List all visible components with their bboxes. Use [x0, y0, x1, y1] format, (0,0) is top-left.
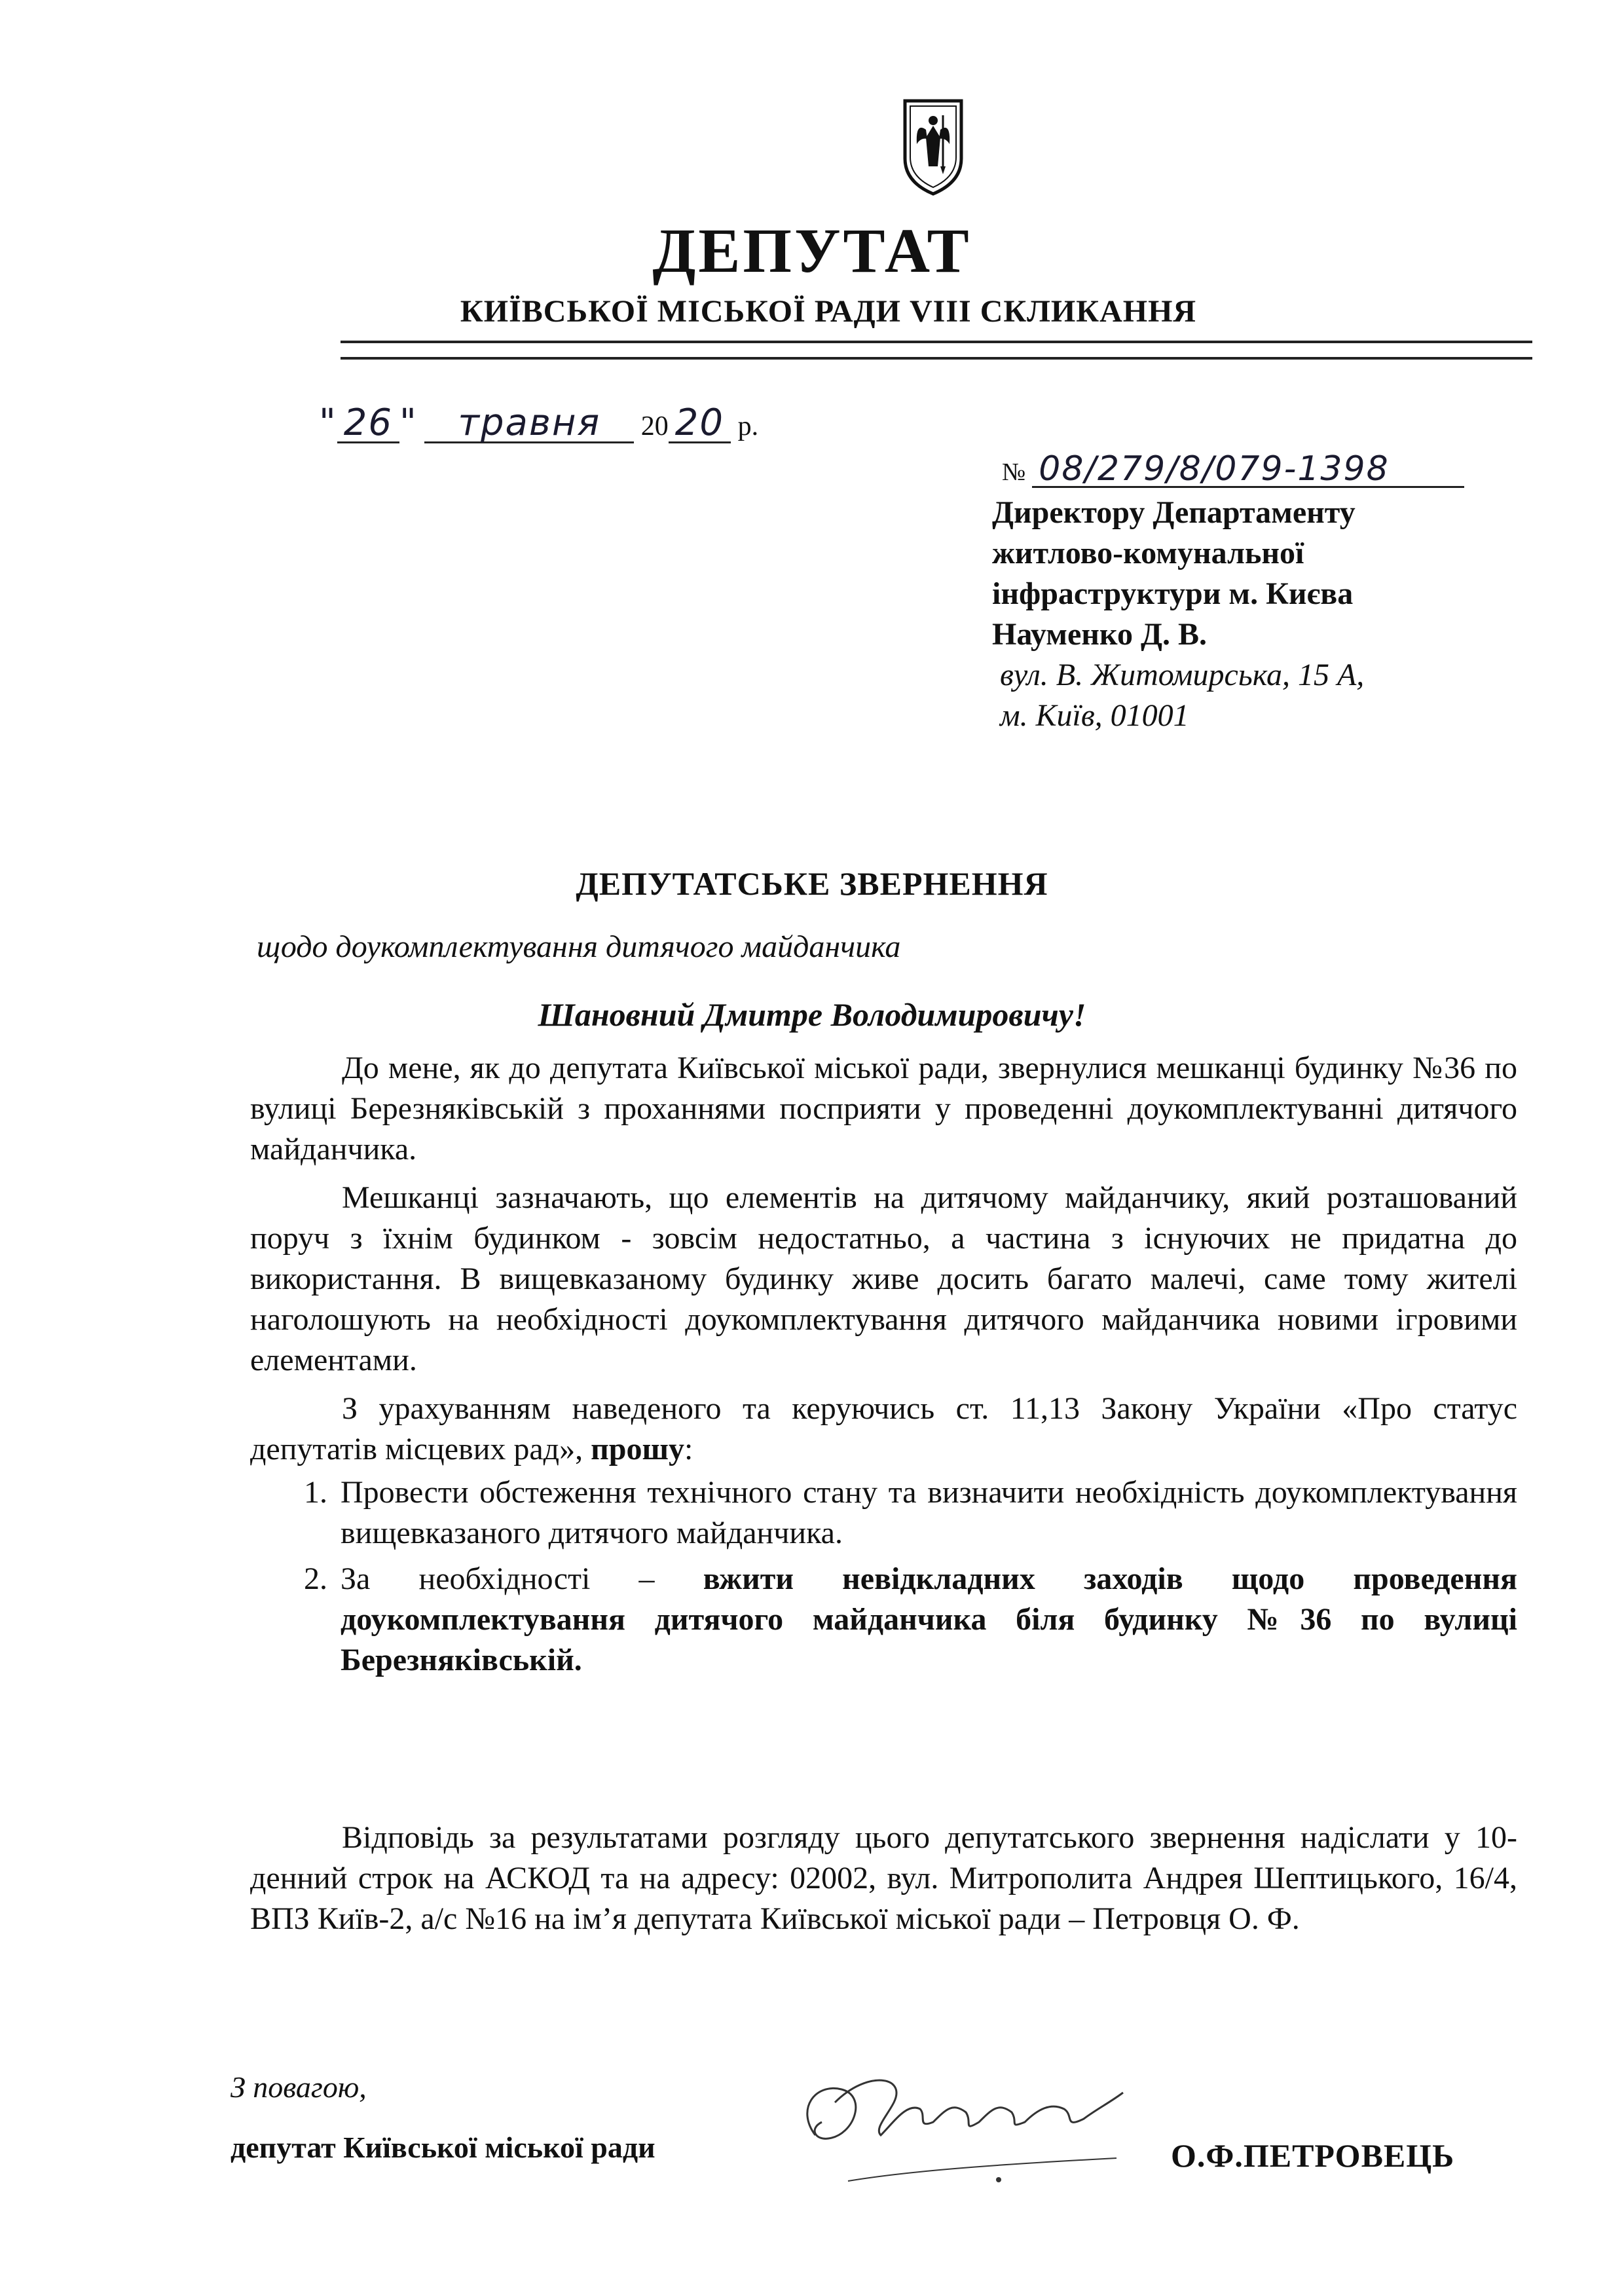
- document-title: ДЕПУТАТСЬКЕ ЗВЕРНЕННЯ: [576, 865, 1048, 902]
- list-item-text: За необхідності –: [341, 1561, 655, 1596]
- addressee-city: м. Київ, 01001: [1000, 698, 1189, 733]
- request-text: З урахуванням наведеного та керуючись ст. 11,13 Закону України «Про статус депутатів місцевих рад»,: [250, 1391, 1517, 1466]
- signer-name: О.Ф.ПЕТРОВЕЦЬ: [1171, 2137, 1455, 2174]
- date-year-prefix: 20: [640, 411, 669, 441]
- registration-number: 08/279/8/079-1398: [1032, 452, 1464, 488]
- list-item: 1. Провести обстеження технічного стану та визначити необхідність доукомплектування вищевказаного дитячого майданчика.: [335, 1472, 1517, 1554]
- date-close-quote: ": [399, 401, 418, 444]
- list-item-bold: вжити невідкладних заходів щодо проведення доукомплектування дитячого майданчика біля будинку №36 по вулиці Березняківській.: [341, 1561, 1518, 1677]
- greeting: Шановний Дмитре Володимировичу!: [538, 996, 1086, 1033]
- date-month: травня: [424, 405, 634, 443]
- addressee-block: [992, 493, 1555, 736]
- handwritten-signature: [776, 2030, 1169, 2207]
- addressee-line: житлово-комунальної: [992, 536, 1304, 570]
- request-list: [250, 1472, 1517, 1681]
- addressee-street: вул. В. Житомирська, 15 А,: [1000, 658, 1365, 692]
- date-year-mark: р.: [737, 411, 759, 441]
- body-paragraph: До мене, як до депутата Київської міської ради, звернулися мешканці будинку №36 по вулиці Березняківській з проханнями посприяти у проведенні доукомплектуванні дитячого майданчика.: [250, 1051, 1517, 1166]
- request-bold: прошу: [591, 1432, 684, 1466]
- letterhead-rule-bottom: [341, 357, 1532, 360]
- letter-body: [250, 1048, 1517, 1686]
- body-paragraph: Мешканці зазначають, що елементів на дитячому майданчику, який розташований поруч з їхнім будинком - зовсім недостатньо, а частина з існуючих не придатна до використання. В вищевказаному будинку живе досить багато малечі, саме тому жителі наголошують на необхідності доукомплектування дитячого майданчика новими ігровими елементами.: [250, 1180, 1517, 1377]
- letterhead-rule-top: [341, 341, 1532, 343]
- letterhead-subtitle: КИЇВСЬКОЇ МІСЬКОЇ РАДИ VIII СКЛИКАННЯ: [460, 294, 1197, 329]
- registration-number-line: [1002, 449, 1464, 489]
- letterhead-title: ДЕПУТАТ: [652, 215, 972, 286]
- date-line: [319, 401, 759, 444]
- document-subject: щодо доукомплектування дитячого майданчика: [257, 929, 901, 964]
- request-colon: :: [684, 1432, 693, 1466]
- closing-regards: З повагою,: [231, 2070, 367, 2104]
- signer-role: депутат Київської міської ради: [231, 2131, 655, 2164]
- addressee-name: Науменко Д. В.: [992, 617, 1207, 652]
- number-label: №: [1002, 458, 1026, 486]
- reply-instructions: Відповідь за результатами розгляду цього депутатського звернення надіслати у 10-денний строк на АСКОД та на адресу: 02002, вул. Митрополита Андрея Шептицького, 16/4, ВПЗ Київ-2, а/с №16 на ім’я депутата Київської міської ради – Петровця О. Ф.: [250, 1820, 1517, 1936]
- date-day: 26: [337, 405, 399, 443]
- date-year-suffix: 20: [669, 405, 731, 443]
- addressee-line: Директору Департаменту: [992, 495, 1356, 530]
- date-open-quote: ": [319, 401, 337, 444]
- addressee-line: інфраструктури м. Києва: [992, 576, 1354, 611]
- body-paragraph-request: [250, 1389, 1517, 1470]
- kyiv-emblem-icon: [902, 98, 964, 196]
- list-item: [335, 1559, 1517, 1681]
